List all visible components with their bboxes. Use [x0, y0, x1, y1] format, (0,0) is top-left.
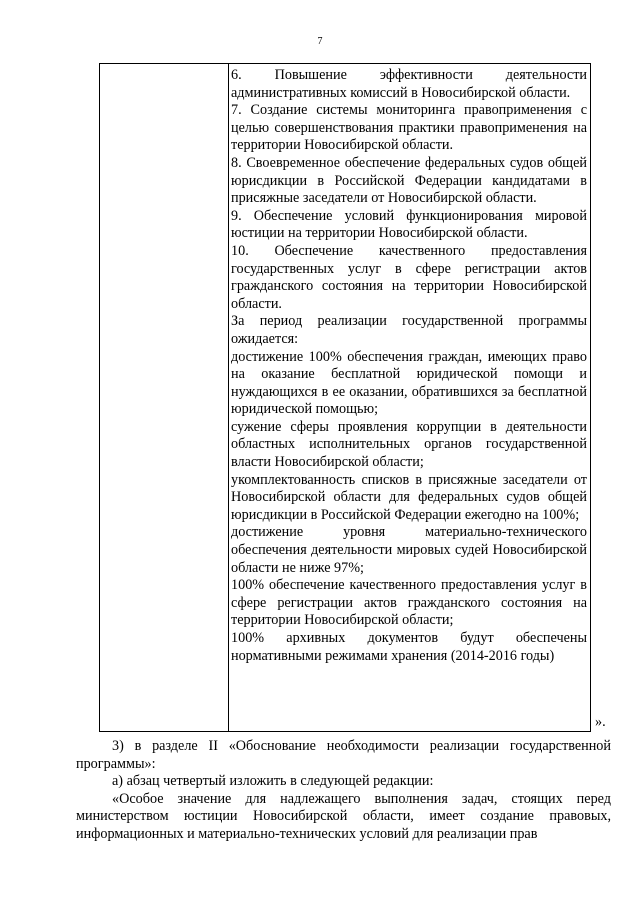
program-table [99, 63, 591, 732]
body-paragraph: 3) в разделе II «Обоснование необходимости реализации государственной программы»: [76, 738, 611, 772]
table-paragraph: 6. Повышение эффективности деятельности административных комиссий в Новосибирской области. [231, 67, 587, 101]
table-paragraph: сужение сферы проявления коррупции в деятельности областных исполнительных органов государственной власти Новосибирской области; [231, 418, 587, 471]
table-paragraph: За период реализации государственной программы ожидается: [231, 313, 587, 347]
table-column-divider [228, 64, 229, 731]
page-number: 7 [317, 36, 323, 47]
table-paragraph: 100% архивных документов будут обеспечены нормативными режимами хранения (2014-2016 годы) [231, 630, 587, 664]
table-paragraph: 8. Своевременное обеспечение федеральных судов общей юрисдикции в Российской Федерации кандидатами в присяжные заседатели от Новосибирской области. [231, 154, 587, 207]
table-cell-expected-results [231, 67, 587, 665]
table-paragraph: 9. Обеспечение условий функционирования мировой юстиции на территории Новосибирской области. [231, 207, 587, 242]
table-paragraph: укомплектованность списков в присяжные заседатели от Новосибирской области для федеральных судов общей юрисдикции в Российской Федерации ежегодно на 100%; [231, 471, 587, 523]
table-paragraph: 10. Обеспечение качественного предоставления государственных услуг в сфере регистрации актов гражданского состояния на территории Новосибирской области. [231, 242, 587, 312]
document-body [76, 738, 611, 844]
table-paragraph: 7. Создание системы мониторинга правоприменения с целью совершенствования практики правоприменения на территории Новосибирской области. [231, 102, 587, 154]
table-paragraph: достижение 100% обеспечения граждан, имеющих право на оказание бесплатной юридической помощи и нуждающихся в ее оказании, обратившихся за бесплатной юридической помощью; [231, 348, 587, 418]
closing-quote-mark: ». [595, 714, 606, 730]
table-paragraph: достижение уровня материально-технического обеспечения деятельности мировых судей Новосибирской области не ниже 97%; [231, 524, 587, 576]
table-paragraph: 100% обеспечение качественного предоставления услуг в сфере регистрации актов гражданского состояния на территории Новосибирской области; [231, 577, 587, 629]
body-paragraph: а) абзац четвертый изложить в следующей редакции: [112, 773, 434, 790]
body-paragraph: «Особое значение для надлежащего выполнения задач, стоящих перед министерством юстиции Новосибирской области, имеет создание правовых, информационных и материально-технических условий для реализации прав [76, 790, 611, 842]
